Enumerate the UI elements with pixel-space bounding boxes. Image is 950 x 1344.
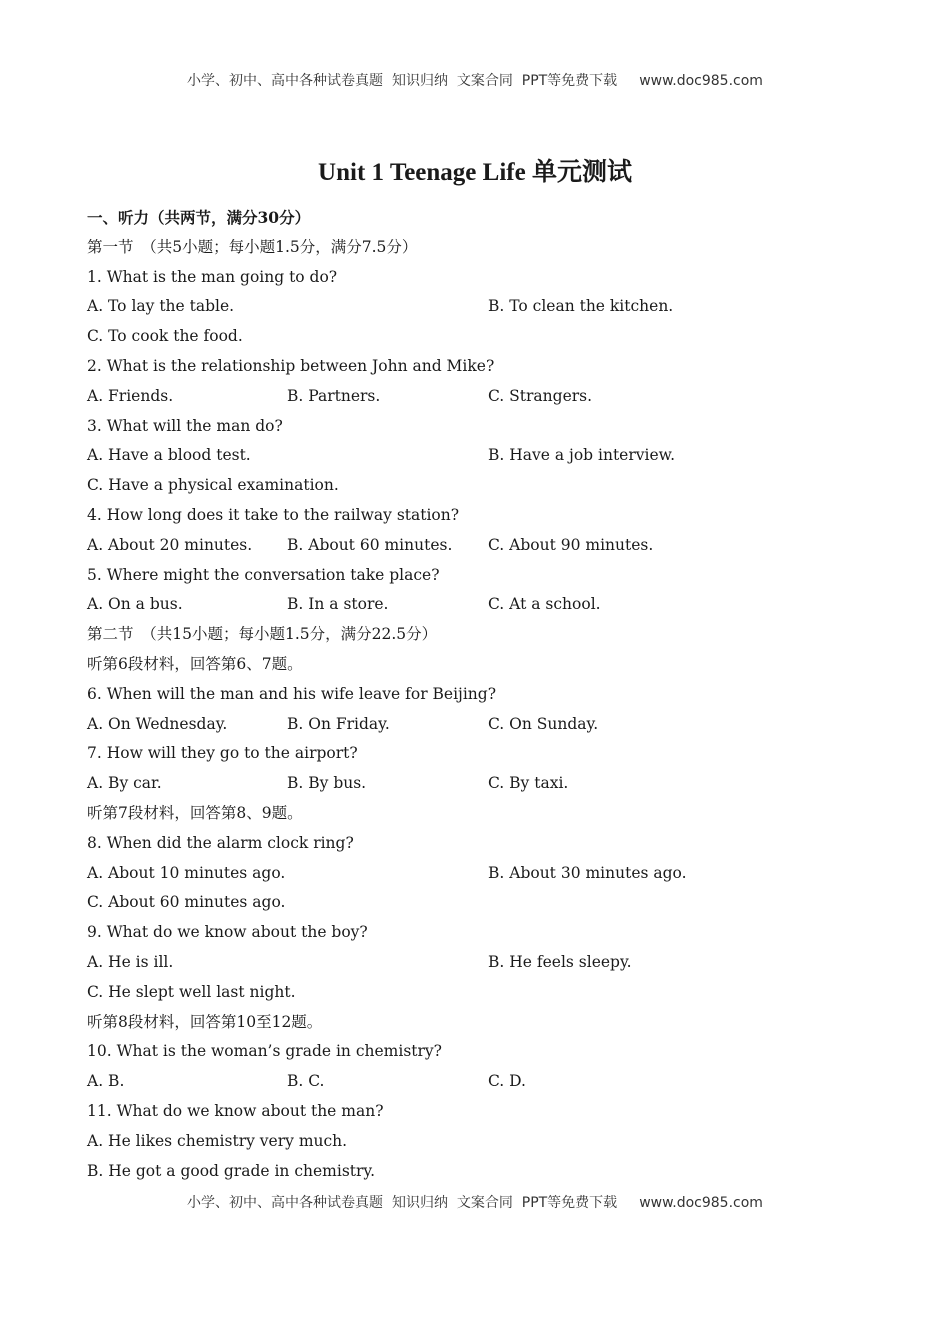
option-b: B. Have a job interview. bbox=[488, 446, 676, 465]
question-10: 10. What is the woman’s grade in chemistry? bbox=[87, 1042, 442, 1061]
question-11: 11. What do we know about the man? bbox=[87, 1101, 384, 1120]
question-1: 1. What is the man going to do? bbox=[87, 267, 338, 286]
header-banner bbox=[0, 70, 950, 90]
banner-url-link[interactable]: www.doc985.com bbox=[639, 73, 763, 89]
option-a: A. He is ill. bbox=[87, 952, 174, 971]
option-a: A. By car. bbox=[87, 774, 162, 793]
options-row bbox=[87, 1067, 887, 1097]
question-9: 9. What do we know about the boy? bbox=[87, 923, 368, 942]
question-8: 8. When did the alarm clock ring? bbox=[87, 833, 354, 852]
question-3: 3. What will the man do? bbox=[87, 416, 283, 435]
option-c: C. Strangers. bbox=[488, 386, 593, 405]
option-a: A. To lay the table. bbox=[87, 297, 235, 316]
part-heading: 第一节 （共5小题；每小题1.5分，满分7.5分） bbox=[87, 237, 418, 256]
question-7: 7. How will they go to the airport? bbox=[87, 744, 358, 763]
option-c: C. About 60 minutes ago. bbox=[87, 893, 286, 912]
option-c: C. At a school. bbox=[488, 595, 601, 614]
question-2: 2. What is the relationship between John and Mike? bbox=[87, 356, 495, 375]
options-row bbox=[87, 382, 887, 412]
option-b: B. Partners. bbox=[287, 386, 381, 405]
option-a: A. B. bbox=[87, 1072, 125, 1091]
options-row bbox=[87, 441, 887, 471]
option-a: A. Have a blood test. bbox=[87, 446, 251, 465]
options-row bbox=[87, 292, 887, 322]
question-6: 6. When will the man and his wife leave for Beijing? bbox=[87, 684, 497, 703]
part-heading: 第二节 （共15小题；每小题1.5分，满分22.5分） bbox=[87, 625, 438, 644]
option-b: B. By bus. bbox=[287, 774, 367, 793]
options-row bbox=[87, 590, 887, 620]
option-b: B. On Friday. bbox=[287, 714, 390, 733]
option-c: C. About 90 minutes. bbox=[488, 535, 654, 554]
banner-text: 小学、初中、高中各种试卷真题 知识归纳 文案合同 PPT等免费下载 bbox=[187, 1195, 618, 1211]
document-body bbox=[87, 203, 887, 1186]
option-c: C. He slept well last night. bbox=[87, 982, 296, 1001]
material-instruction: 听第6段材料，回答第6、7题。 bbox=[87, 654, 303, 673]
option-c: C. By taxi. bbox=[488, 774, 569, 793]
option-a: A. About 10 minutes ago. bbox=[87, 863, 286, 882]
option-b: B. C. bbox=[287, 1072, 325, 1091]
option-a: A. He likes chemistry very much. bbox=[87, 1131, 348, 1150]
section-heading: 一、听力（共两节，满分30分） bbox=[87, 208, 311, 227]
options-row bbox=[87, 531, 887, 561]
option-c: C. To cook the food. bbox=[87, 327, 243, 346]
banner-url-link[interactable]: www.doc985.com bbox=[639, 1195, 763, 1211]
options-row bbox=[87, 769, 887, 799]
question-4: 4. How long does it take to the railway station? bbox=[87, 505, 460, 524]
page-title: Unit 1 Teenage Life 单元测试 bbox=[318, 159, 632, 186]
option-a: A. About 20 minutes. bbox=[87, 535, 253, 554]
option-a: A. Friends. bbox=[87, 386, 174, 405]
option-a: A. On Wednesday. bbox=[87, 714, 228, 733]
footer-banner bbox=[0, 1192, 950, 1212]
options-row bbox=[87, 948, 887, 978]
option-b: B. In a store. bbox=[287, 595, 389, 614]
option-b: B. To clean the kitchen. bbox=[488, 297, 674, 316]
material-instruction: 听第8段材料，回答第10至12题。 bbox=[87, 1012, 323, 1031]
banner-text: 小学、初中、高中各种试卷真题 知识归纳 文案合同 PPT等免费下载 bbox=[187, 73, 618, 89]
option-b: B. About 30 minutes ago. bbox=[488, 863, 687, 882]
option-b: B. About 60 minutes. bbox=[287, 535, 453, 554]
options-row bbox=[87, 710, 887, 740]
option-c: C. Have a physical examination. bbox=[87, 476, 339, 495]
option-c: C. On Sunday. bbox=[488, 714, 599, 733]
option-b: B. He feels sleepy. bbox=[488, 952, 632, 971]
option-b: B. He got a good grade in chemistry. bbox=[87, 1161, 376, 1180]
option-c: C. D. bbox=[488, 1072, 526, 1091]
options-row bbox=[87, 859, 887, 889]
option-a: A. On a bus. bbox=[87, 595, 183, 614]
question-5: 5. Where might the conversation take place? bbox=[87, 565, 440, 584]
material-instruction: 听第7段材料，回答第8、9题。 bbox=[87, 803, 303, 822]
